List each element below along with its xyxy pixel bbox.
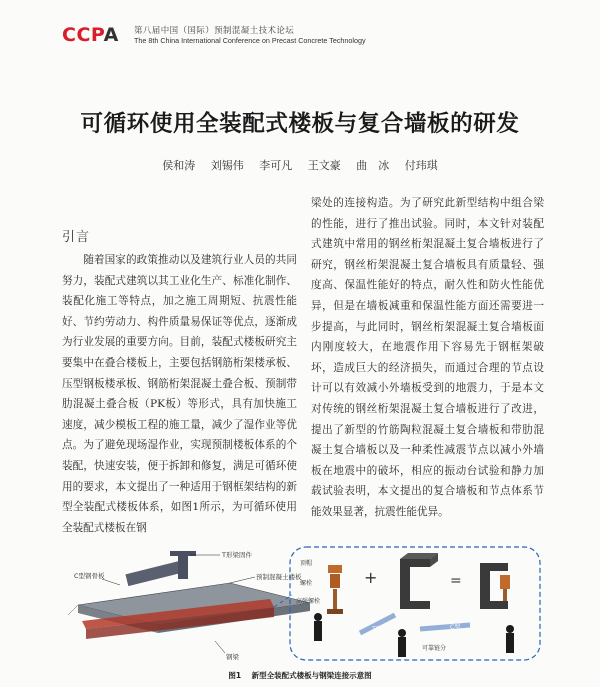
bolt-shank	[333, 589, 337, 609]
label-t-part: T型	[372, 626, 382, 633]
c-steel-rail	[125, 560, 186, 586]
caption-number: 图1	[228, 671, 242, 680]
t-connector	[178, 553, 188, 579]
sleeve-part	[330, 574, 340, 588]
c-part	[400, 559, 430, 609]
slab-beam-sketch	[68, 551, 313, 653]
conference-name-cn: 第八届中国（国际）预制混凝土技术论坛	[134, 26, 295, 36]
svg-text:+: +	[364, 568, 378, 587]
paper-title: 可循环使用全装配式楼板与复合墙板的研发	[80, 111, 520, 137]
label-steel-beam: 钢梁	[226, 653, 239, 661]
ccpa-logo	[62, 25, 119, 45]
assembly-arrow	[420, 625, 470, 629]
svg-text:=: =	[450, 573, 462, 589]
author: 王文豪	[307, 159, 341, 172]
label-bolt-assembly: 可靠链分	[422, 645, 447, 652]
bolt-head	[327, 609, 343, 614]
label-top-cap: 顶帽	[300, 560, 313, 567]
caption-text: 新型全装配式楼板与钢梁连接示意图	[251, 671, 372, 680]
author: 侯和涛	[162, 159, 196, 172]
paragraph: 梁处的连接构造。为了研究此新型结构中组合梁的性能，进行了推出试验。同时，本文针对装配式建筑中常用的钢丝桁架混凝土复合墙板进行了研究，钢丝桁架混凝土复合墙板具有质量轻、强度高、保温性能好的特点，耐久性和防火性能优异，但是在墙板减重和保温性能方面还需要进一步提高，与此同时，钢丝桁架混凝土复合墙板面内刚度较大，在地震作用下容易先于钢框架破坏，造成巨大的经济损失，而通过合理的节点设计可以有效减小外墙板受到的地震力，于是本文对传统的钢丝桁架混凝土复合墙板进行了改进，提出了新型的竹筋陶粒混凝土复合墙板和带肋混凝土复合墙板以及一种柔性减震节点以减小外墙板在地震中的破坏，相应的振动台试验和静力加载试验表明，本文提出的复合墙板和节点体系节能效果显著，抗震性能优异。	[311, 197, 544, 518]
conference-header	[62, 22, 542, 50]
logo-main-text: CCP	[62, 24, 104, 46]
author: 李可凡	[259, 159, 293, 172]
people-silhouettes	[314, 613, 514, 657]
top-cap-part	[328, 565, 342, 573]
label-hs-bolt: 高强螺栓	[296, 598, 321, 605]
figure-caption	[0, 670, 600, 681]
section-heading: 引言	[62, 230, 91, 245]
author: 刘锡伟	[210, 159, 244, 172]
figure-1	[60, 545, 545, 663]
label-precast-slab: 预制混凝土楼板	[256, 573, 302, 581]
label-c-steel: C型钢骨板	[74, 572, 105, 580]
connection-diagram	[60, 545, 545, 663]
logo-tail-text: A	[103, 24, 119, 46]
body-column-right	[311, 193, 544, 523]
author: 付玮琪	[404, 159, 438, 172]
label-t-connector: T形梁固件	[222, 551, 252, 559]
body-column-left	[62, 250, 297, 538]
paragraph: 随着国家的政策推动以及建筑行业人员的共同努力，装配式建筑以其工业化生产、标准化制作、装配化施工等特点，加之施工周期短、抗震性能好、节约劳动力、构件质量易保证等优点，逐渐成为行业发展的重要方向。目前，装配式楼板研究主要集中在叠合楼板上，主要包括钢筋桁架楼承板、压型钢板楼承板、钢筋桁架混凝土叠合板、预制带肋混凝土叠合板（PK板）等形式，具有加快施工速度，减少模板工程的施工量，减少了湿作业等优点。为了避免现场湿作业，实现预制楼板体系的个装配，快速安装，便于拆卸和修复，满足可循环使用的要求，本文提出了一种适用于钢框架结构的新型全装配式楼板体系，如图1所示，为可循环使用全装配式楼板在钢	[62, 254, 297, 534]
author: 曲 冰	[356, 159, 390, 172]
conference-name-en: The 8th China International Conference on Precast Concrete Technology	[134, 36, 366, 45]
bolt-parts	[327, 565, 343, 614]
author-list	[0, 157, 600, 173]
label-sleeve: 螺栓	[300, 580, 313, 587]
label-c-part: C型	[450, 624, 461, 631]
